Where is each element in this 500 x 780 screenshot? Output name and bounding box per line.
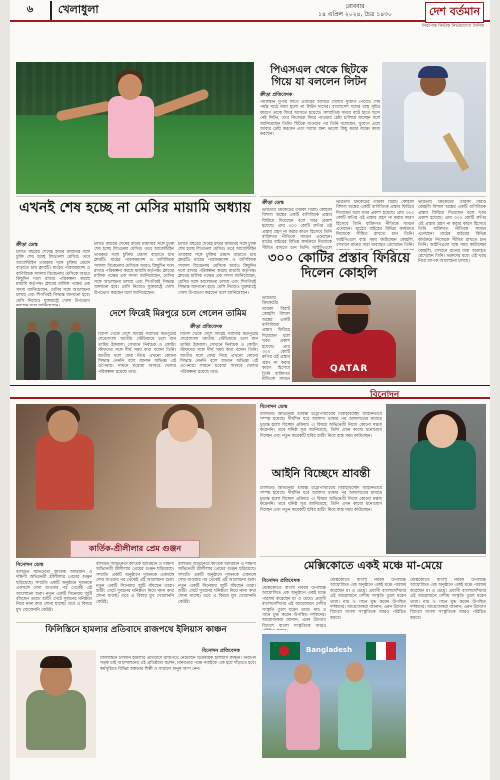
mexico-photo-banner: Bangladesh [306, 646, 353, 654]
flag-icon [270, 642, 300, 660]
tamim-body-1: বিদেশ থেকে দেশে ফিরেই সরাসরি মিরপুরের শেরেবাংলা জাতীয় স্টেডিয়ামে চলে যান তামিম ইকবাল। সেখানে নির্বাচক ও কোচিং স্টাফদের সঙ্গে দীর্ঘ সময় কথা বলেন তিনি। জাতীয় দলে ফেরা নিয়ে এখনো কোনো সিদ্ধান্ত নেননি বলে জানান অভিজ্ঞ এই ওপেনার। সামনে ঘরোয়া আসরে খেলার পরিকল্পনা রয়েছে তার। [98, 332, 176, 375]
kohli-body-col3: ভারতীয় ক্রিকেটের তারকা বিরাট কোহলি বিশাল অঙ্কের একটি বাণিজ্যিক প্রস্তাব ফিরিয়ে দিয়েছেন বলে খবর প্রকাশ হয়েছে। প্রায় ৩০০ কোটি রুপির ওই প্রস্তাব গ্রহণ না করার কারণ হিসেবে তিনি ব্যক্তিগত নীতিকে সামনে এনেছেন। মাঠের বাইরের বিভিন্ন কার্যক্রমে নিজেকে সীমিত রাখতে চান তিনি। আইপিএলে ব্যস্ত সময় কাটাচ্ছেন কোহলি, সেখানে রানের ধারা অব্যাহত রেখেছেন তিনি। ভক্তদের মধ্যে এই খবর নিয়ে ব্যাপক আলোচনা চলছে। [418, 200, 486, 265]
mexico-photo [262, 634, 406, 758]
kohli-body-col2: ভারতীয় ক্রিকেটের তারকা বিরাট কোহলি বিশাল অঙ্কের একটি বাণিজ্যিক প্রস্তাব ফিরিয়ে দিয়েছেন বলে খবর প্রকাশ হয়েছে। প্রায় ৩০০ কোটি রুপির ওই প্রস্তাব গ্রহণ না করার কারণ হিসেবে তিনি ব্যক্তিগত নীতিকে সামনে এনেছেন। মাঠের বাইরের বিভিন্ন কার্যক্রমে নিজেকে সীমিত রাখতে চান তিনি। আইপিএলে ব্যস্ত সময় কাটাচ্ছেন কোহলি, সেখানে রানের ধারা অব্যাহত রেখেছেন তিনি। [336, 200, 414, 249]
messi-headline[interactable]: এখনই শেষ হচ্ছে না মেসির মায়ামি অধ্যায় [19, 200, 251, 216]
newspaper-logo[interactable] [422, 2, 484, 30]
liton-photo [382, 62, 486, 192]
messi-body-3: চলতি বছরের শেষেই ইন্টার মায়ামির সঙ্গে চুক্তি শেষ হচ্ছে লিওনেল মেসির। তবে আর্জেন্টাইন তারকার সঙ্গে চুক্তির মেয়াদ বাড়াতে চায় ক্লাবটি। মাঠের পারফরম্যান্স ও বাণিজ্যিক সাফল্য বিবেচনায় মেসিকে আরও কিছুদিন দলে রাখার পরিকল্পনা করছে মায়ামি কর্তৃপক্ষ। ক্লাবের মালিক পক্ষের এক সদস্য জানিয়েছেন, মেসির সঙ্গে আলোচনা চলছে এবং শিগগিরই সিদ্ধান্ত জানানো হবে। মেসি নিজেও যুক্তরাষ্ট্রে খেলা উপভোগ করছেন বলে জানিয়েছেন। [178, 242, 256, 296]
masthead [10, 0, 490, 29]
kohli-byline: ক্রীড়া ডেস্ক [262, 200, 284, 206]
mexico-body-2: মেক্সিকোতে বাংলা নববর্ষ উপলক্ষে আয়োজিত এক অনুষ্ঠানে একই মঞ্চে পারফর্ম করেছেন মা ও মেয়ে। প্রবাসী বাংলাদেশিদের এই আয়োজনে দেশীয় সংস্কৃতি তুলে ধরেন তারা। নাচ ও গানে মুগ্ধ করেন উপস্থিত দর্শকদের। আয়োজকরা জানান, এমন উদ্যোগ বিদেশে বাংলা সংস্কৃতিকে আরও পরিচিত করবে। [330, 578, 406, 621]
issue-day: রোববার [345, 3, 365, 10]
ilias-photo [16, 650, 96, 758]
entertainment-section-title: বিনোদন [370, 390, 400, 400]
entertainment-bar [10, 385, 490, 399]
liton-headline[interactable]: পিএসএল থেকে ছিটকে গিয়ে যা বললেন লিটন [270, 64, 368, 89]
newspaper-page [10, 0, 490, 780]
kartik-headline-box[interactable] [70, 540, 200, 558]
kartik-body-2: বলিউড অভিনেতা কার্তিক আরিয়ান ও দক্ষিণী অভিনেত্রী শ্রীলীলার প্রেমের গুঞ্জন ছড়িয়েছে। সম্প্রতি একটি অনুষ্ঠানে দুজনকে একসঙ্গে দেখা যাওয়ার পর থেকেই এই আলোচনা শুরু। নতুন একটি সিনেমায় জুটি বাঁধছেন তারা। শুটিং সেটে দুজনের ঘনিষ্ঠতা নিয়ে নানা কথা শোনা যাচ্ছে। তবে এ বিষয়ে মুখ খোলেননি কেউই। [96, 562, 174, 605]
mexico-byline: বিনোদন প্রতিবেদক [262, 578, 300, 584]
section-title: খেলাধুলা [50, 1, 99, 20]
tamim-body-2: বিদেশ থেকে দেশে ফিরেই সরাসরি মিরপুরের শেরেবাংলা জাতীয় স্টেডিয়ামে চলে যান তামিম ইকবাল। সেখানে নির্বাচক ও কোচিং স্টাফদের সঙ্গে দীর্ঘ সময় কথা বলেন তিনি। জাতীয় দলে ফেরা নিয়ে এখনো কোনো সিদ্ধান্ত নেননি বলে জানান অভিজ্ঞ এই ওপেনার। সামনে ঘরোয়া আসরে খেলার পরিকল্পনা রয়েছে তার। [180, 332, 258, 375]
messi-body-2: চলতি বছরের শেষেই ইন্টার মায়ামির সঙ্গে চুক্তি শেষ হচ্ছে লিওনেল মেসির। তবে আর্জেন্টাইন তারকার সঙ্গে চুক্তির মেয়াদ বাড়াতে চায় ক্লাবটি। মাঠের পারফরম্যান্স ও বাণিজ্যিক সাফল্য বিবেচনায় মেসিকে আরও কিছুদিন দলে রাখার পরিকল্পনা করছে মায়ামি কর্তৃপক্ষ। ক্লাবের মালিক পক্ষের এক সদস্য জানিয়েছেন, মেসির সঙ্গে আলোচনা চলছে এবং শিগগিরই সিদ্ধান্ত জানানো হবে। মেসি নিজেও যুক্তরাষ্ট্রে খেলা উপভোগ করছেন বলে জানিয়েছেন। [94, 242, 174, 296]
kohli-body-intro: ভারতীয় ক্রিকেটের তারকা বিরাট কোহলি বিশাল অঙ্কের একটি বাণিজ্যিক প্রস্তাব ফিরিয়ে দিয়েছেন বলে খবর প্রকাশ হয়েছে। প্রায় ৩০০ কোটি রুপির ওই প্রস্তাব গ্রহণ না করার কারণ হিসেবে তিনি ব্যক্তিগত নীতিকে সামনে এনেছেন। মাঠের বাইরের বিভিন্ন কার্যক্রমে নিজেকে সীমিত রাখতে চান তিনি। আইপিএলে [262, 208, 332, 250]
kohli-headline[interactable]: ৩০০ কোটির প্রস্তাব ফিরিয়ে দিলেন কোহলি [267, 251, 411, 281]
messi-photo [16, 62, 254, 194]
flag-icon [366, 642, 396, 660]
logo-tagline: নিরপেক্ষ নির্ভীক নির্ভরযোগ্য দৈনিক [421, 24, 484, 29]
page-number: ৬ [26, 3, 34, 15]
srabanti-headline[interactable]: আইনি বিচ্ছেদে শ্রাবন্তী [271, 467, 371, 480]
srabanti-body-2: টালিউড অভিনেত্রী শ্রাবন্তী চট্টোপাধ্যায়ের বিবাহবিচ্ছেদ আইনিভাবে সম্পন্ন হয়েছে। দীর্ঘদিন ধরে আলাদা থাকার পর আদালতের মাধ্যমে চূড়ান্ত হলো বিচ্ছেদ প্রক্রিয়া। এ বিষয়ে অভিনেত্রী নিজে কোনো মন্তব্য করেননি। তবে ঘনিষ্ঠ সূত্র জানিয়েছে, তিনি এখন কাজে মনোযোগ দিচ্ছেন এবং নতুন কয়েকটি ছবির শুটিং নিয়ে ব্যস্ত সময় কাটাচ্ছেন। [260, 486, 382, 513]
kartik-byline: বিনোদন ডেস্ক [16, 562, 44, 568]
qatar-jersey-text: QATAR [330, 364, 369, 374]
messi-byline: ক্রীড়া ডেস্ক [16, 242, 38, 248]
srabanti-body: টালিউড অভিনেত্রী শ্রাবন্তী চট্টোপাধ্যায়ের বিবাহবিচ্ছেদ আইনিভাবে সম্পন্ন হয়েছে। দীর্ঘদিন ধরে আলাদা থাকার পর আদালতের মাধ্যমে চূড়ান্ত হলো বিচ্ছেদ প্রক্রিয়া। এ বিষয়ে অভিনেত্রী নিজে কোনো মন্তব্য করেননি। তবে ঘনিষ্ঠ সূত্র জানিয়েছে, তিনি এখন কাজে মনোযোগ দিচ্ছেন এবং নতুন কয়েকটি ছবির শুটিং নিয়ে ব্যস্ত সময় কাটাচ্ছেন। [260, 412, 382, 439]
tamim-photo [16, 308, 96, 380]
messi-body-1: চলতি বছরের শেষেই ইন্টার মায়ামির সঙ্গে চুক্তি শেষ হচ্ছে লিওনেল মেসির। তবে আর্জেন্টাইন তারকার সঙ্গে চুক্তির মেয়াদ বাড়াতে চায় ক্লাবটি। মাঠের পারফরম্যান্স ও বাণিজ্যিক সাফল্য বিবেচনায় মেসিকে আরও কিছুদিন দলে রাখার পরিকল্পনা করছে মায়ামি কর্তৃপক্ষ। ক্লাবের মালিক পক্ষের এক সদস্য জানিয়েছেন, মেসির সঙ্গে আলোচনা চলছে এবং শিগগিরই সিদ্ধান্ত জানানো হবে। মেসি নিজেও যুক্তরাষ্ট্রে খেলা উপভোগ [16, 250, 90, 304]
issue-date [310, 3, 400, 19]
kohli-photo [292, 290, 416, 382]
tamim-headline[interactable]: দেশে ফিরেই মিরপুরে চলে গেলেন তামিম [109, 309, 247, 319]
issue-date-text: ১৪ এপ্রিল ২০২৪, চৈত্র ১৪৩০ [318, 11, 392, 18]
tamim-byline: ক্রীড়া প্রতিবেদক [190, 324, 223, 330]
ilias-headline[interactable]: ফিলিস্তিনে হামলার প্রতিবাদে রাজপথে ইলিয়াস কাঞ্চন [45, 625, 227, 635]
mexico-headline[interactable]: মেক্সিকোতে একই মঞ্চে মা-মেয়ে [303, 559, 443, 572]
srabanti-byline: বিনোদন ডেস্ক [260, 404, 288, 410]
mexico-body-3: মেক্সিকোতে বাংলা নববর্ষ উপলক্ষে আয়োজিত এক অনুষ্ঠানে একই মঞ্চে পারফর্ম করেছেন মা ও মেয়ে। প্রবাসী বাংলাদেশিদের এই আয়োজনে দেশীয় সংস্কৃতি তুলে ধরেন তারা। নাচ ও গানে মুগ্ধ করেন উপস্থিত দর্শকদের। আয়োজকরা জানান, এমন উদ্যোগ বিদেশে বাংলা সংস্কৃতিকে আরও পরিচিত করবে। [410, 578, 486, 621]
logo-text: দেশ বর্তমান [425, 2, 484, 23]
kartik-body-1: বলিউড অভিনেতা কার্তিক আরিয়ান ও দক্ষিণী অভিনেত্রী শ্রীলীলার প্রেমের গুঞ্জন ছড়িয়েছে। সম্প্রতি একটি অনুষ্ঠানে দুজনকে একসঙ্গে দেখা যাওয়ার পর থেকেই এই আলোচনা শুরু। নতুন একটি সিনেমায় জুটি বাঁধছেন তারা। শুটিং সেটে দুজনের ঘনিষ্ঠতা নিয়ে নানা কথা শোনা যাচ্ছে। তবে এ বিষয়ে মুখ খোলেননি কেউই। [16, 570, 92, 613]
liton-body: পাকিস্তান সুপার লিগে এবারের আসরে খেলার সুযোগ পেয়েও শেষ পর্যন্ত মাঠে নামা হলো না লিটন দাসের। বাংলাদেশ দলের ব্যস্ত সূচির কারণে তাকে ফিরে আসতে হয়েছে। সাম্প্রতিক সময়ে ব্যাট হাতে ছন্দে নেই লিটন, তবে নিজেকে ফিরে পাওয়ার চেষ্টা চালিয়ে যাচ্ছেন বলে জানিয়েছেন তিনি। ছিটকে যাওয়ার পর তিনি বলেছেন, সুযোগ এলে আবার চেষ্টা করবেন এবং দলের জন্য ভালো কিছু করার লক্ষ্যে কাজ করছেন। [260, 100, 380, 138]
ilias-body: ফিলিস্তিনে চলমান হামলার প্রতিবাদে রাজপথে নেমেছেন চিত্রনায়ক ইলিয়াস কাঞ্চন। নিরাপদ সড়ক চাই আন্দোলনের এই প্রতিষ্ঠাতা বলেন, মানবতার পক্ষে সবাইকে এক হয়ে দাঁড়াতে হবে। কর্মসূচিতে বিভিন্ন অঙ্গনের শিল্পী ও সাধারণ মানুষ অংশ নেন। [100, 656, 256, 672]
kartik-photo [16, 404, 256, 558]
kartik-body-3: বলিউড অভিনেতা কার্তিক আরিয়ান ও দক্ষিণী অভিনেত্রী শ্রীলীলার প্রেমের গুঞ্জন ছড়িয়েছে। সম্প্রতি একটি অনুষ্ঠানে দুজনকে একসঙ্গে দেখা যাওয়ার পর থেকেই এই আলোচনা শুরু। নতুন একটি সিনেমায় জুটি বাঁধছেন তারা। শুটিং সেটে দুজনের ঘনিষ্ঠতা নিয়ে নানা কথা শোনা যাচ্ছে। তবে এ বিষয়ে মুখ খোলেননি কেউই। [178, 562, 256, 605]
mexico-body-1: মেক্সিকোতে বাংলা নববর্ষ উপলক্ষে আয়োজিত এক অনুষ্ঠানে একই মঞ্চে পারফর্ম করেছেন মা ও মেয়ে। প্রবাসী বাংলাদেশিদের এই আয়োজনে দেশীয় সংস্কৃতি তুলে ধরেন তারা। নাচ ও গানে মুগ্ধ করেন উপস্থিত দর্শকদের। আয়োজকরা জানান, এমন উদ্যোগ বিদেশে বাংলা সংস্কৃতিকে আরও [262, 586, 326, 629]
liton-byline: ক্রীড়া প্রতিবেদক [260, 92, 293, 98]
kartik-headline: কার্তিক-শ্রীলীলার প্রেম গুঞ্জন [88, 543, 182, 554]
srabanti-photo [386, 404, 486, 554]
ilias-byline: বিনোদন প্রতিবেদক [202, 648, 240, 654]
kohli-body-side: ভারতীয় ক্রিকেটের তারকা বিরাট কোহলি বিশাল অঙ্কের একটি বাণিজ্যিক প্রস্তাব ফিরিয়ে দিয়েছেন বলে খবর প্রকাশ হয়েছে। প্রায় ৩০০ কোটি রুপির ওই প্রস্তাব গ্রহণ না করার কারণ হিসেবে তিনি ব্যক্তিগত নীতিকে সামনে [262, 296, 290, 382]
